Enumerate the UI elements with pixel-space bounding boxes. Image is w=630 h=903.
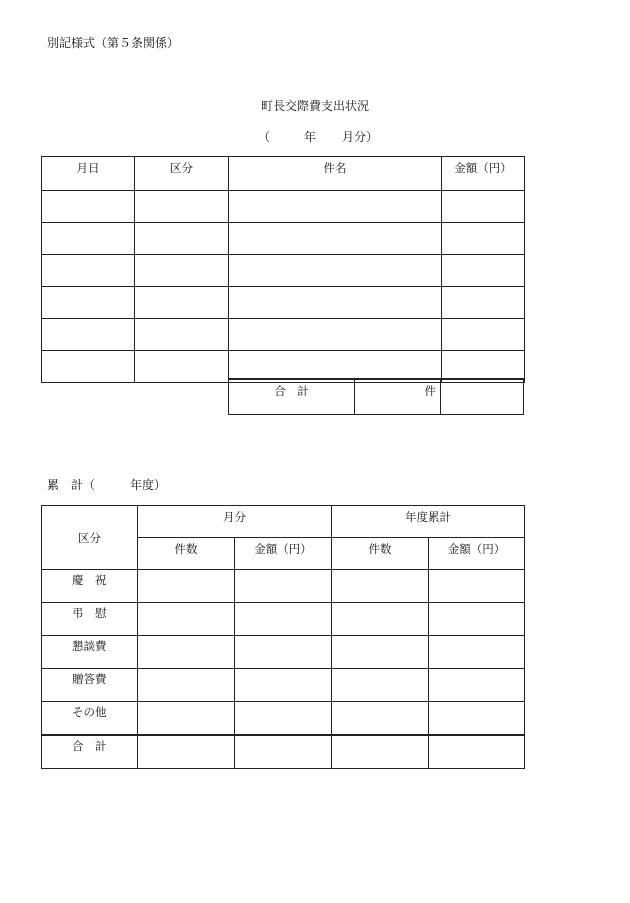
category-cell[interactable]	[135, 223, 229, 255]
subject-cell[interactable]	[229, 287, 442, 319]
period-open-paren: （	[258, 130, 271, 144]
row-label-gifts: 贈答費	[42, 669, 138, 702]
total-count-cell[interactable]	[355, 379, 441, 415]
monthly-amount-cell[interactable]	[235, 702, 332, 736]
annual-count-cell[interactable]	[332, 735, 429, 769]
monthly-amount-cell[interactable]	[235, 636, 332, 669]
annual-count-cell[interactable]	[332, 603, 429, 636]
subject-cell[interactable]	[229, 255, 442, 287]
expense-total-table	[228, 378, 524, 415]
amount-cell[interactable]	[442, 191, 525, 223]
annual-count-cell[interactable]	[332, 702, 429, 736]
row-label-total: 合 計	[42, 735, 138, 769]
reporting-period	[258, 128, 378, 145]
period-year-label: 年	[304, 130, 317, 144]
summary-total-row	[42, 735, 525, 769]
document-title: 町長交際費支出状況	[260, 99, 369, 113]
expense-header-row	[42, 157, 525, 191]
amount-cell[interactable]	[442, 223, 525, 255]
category-cell[interactable]	[135, 319, 229, 351]
monthly-count-cell[interactable]	[138, 603, 235, 636]
table-row	[42, 570, 525, 603]
table-row	[42, 603, 525, 636]
annual-count-cell[interactable]	[332, 570, 429, 603]
table-row	[42, 669, 525, 702]
total-label: 合 計	[229, 379, 355, 415]
row-label-other: その他	[42, 702, 138, 736]
header-subject: 件名	[229, 157, 442, 191]
annual-amount-cell[interactable]	[429, 570, 525, 603]
table-row	[42, 223, 525, 255]
table-row	[42, 702, 525, 736]
amount-cell[interactable]	[442, 255, 525, 287]
summary-heading	[47, 476, 166, 493]
monthly-amount-cell[interactable]	[235, 669, 332, 702]
category-cell[interactable]	[135, 191, 229, 223]
summary-heading-prefix: 累 計（	[47, 478, 96, 492]
category-cell[interactable]	[135, 351, 229, 383]
table-row	[42, 191, 525, 223]
annual-amount-cell[interactable]	[429, 669, 525, 702]
row-label-celebration: 慶 祝	[42, 570, 138, 603]
form-label: 別記様式（第５条関係）	[47, 36, 180, 50]
summary-table	[41, 505, 525, 769]
date-cell[interactable]	[42, 319, 135, 351]
annual-amount-cell[interactable]	[429, 636, 525, 669]
row-label-meeting: 懇談費	[42, 636, 138, 669]
annual-count-cell[interactable]	[332, 636, 429, 669]
category-cell[interactable]	[135, 287, 229, 319]
monthly-count-cell[interactable]	[138, 702, 235, 736]
annual-amount-cell[interactable]	[429, 603, 525, 636]
header-monthly-count: 件数	[138, 538, 235, 570]
subject-cell[interactable]	[229, 319, 442, 351]
header-category: 区分	[135, 157, 229, 191]
table-row	[42, 255, 525, 287]
header-monthly: 月分	[138, 506, 332, 538]
amount-cell[interactable]	[442, 319, 525, 351]
table-row	[42, 319, 525, 351]
header-amount: 金額（円）	[442, 157, 525, 191]
monthly-amount-cell[interactable]	[235, 603, 332, 636]
header-annual-amount: 金額（円）	[429, 538, 525, 570]
date-cell[interactable]	[42, 255, 135, 287]
subject-cell[interactable]	[229, 191, 442, 223]
total-count-unit: 件	[424, 384, 436, 398]
annual-amount-cell[interactable]	[429, 702, 525, 736]
header-annual-count: 件数	[332, 538, 429, 570]
header-monthly-amount: 金額（円）	[235, 538, 332, 570]
subject-cell[interactable]	[229, 223, 442, 255]
summary-header-row-1	[42, 506, 525, 538]
amount-cell[interactable]	[442, 287, 525, 319]
annual-count-cell[interactable]	[332, 669, 429, 702]
expense-table	[41, 156, 525, 383]
annual-amount-cell[interactable]	[429, 735, 525, 769]
category-cell[interactable]	[135, 255, 229, 287]
header-annual-cumulative: 年度累計	[332, 506, 525, 538]
monthly-count-cell[interactable]	[138, 570, 235, 603]
monthly-amount-cell[interactable]	[235, 735, 332, 769]
expense-total-row	[229, 379, 524, 415]
monthly-amount-cell[interactable]	[235, 570, 332, 603]
summary-heading-year: 年度）	[130, 478, 167, 492]
date-cell[interactable]	[42, 223, 135, 255]
period-month-label: 月分）	[342, 130, 379, 144]
total-amount-cell[interactable]	[441, 379, 524, 415]
table-row	[42, 636, 525, 669]
date-cell[interactable]	[42, 191, 135, 223]
row-label-condolence: 弔 慰	[42, 603, 138, 636]
monthly-count-cell[interactable]	[138, 735, 235, 769]
table-row	[42, 287, 525, 319]
monthly-count-cell[interactable]	[138, 669, 235, 702]
monthly-count-cell[interactable]	[138, 636, 235, 669]
date-cell[interactable]	[42, 287, 135, 319]
header-date: 月日	[42, 157, 135, 191]
header-category: 区分	[42, 506, 138, 570]
date-cell[interactable]	[42, 351, 135, 383]
